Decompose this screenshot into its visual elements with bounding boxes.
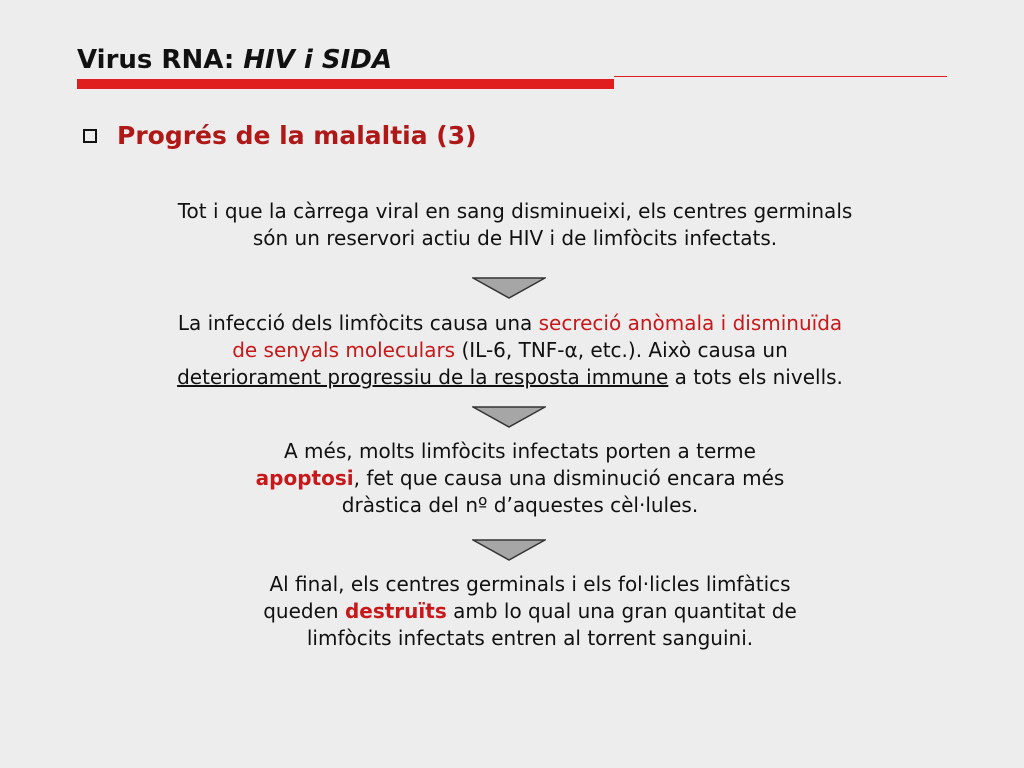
paragraph2-line2-plain-a: (IL-6, TNF- bbox=[455, 338, 565, 362]
slide-title bbox=[77, 42, 392, 78]
paragraph2-line2-plain-b: , etc.). Això causa un bbox=[577, 338, 788, 362]
alpha-symbol: α bbox=[564, 338, 578, 362]
paragraph-destruction bbox=[130, 571, 930, 652]
paragraph4-line2-plain-b: amb lo qual una gran quantitat de bbox=[446, 599, 797, 623]
square-bullet-icon bbox=[83, 129, 97, 143]
down-arrow-icon bbox=[472, 277, 546, 299]
paragraph-apoptosis bbox=[150, 438, 890, 519]
section-heading: Progrés de la malaltia (3) bbox=[117, 121, 477, 150]
title-underline-thin bbox=[614, 76, 947, 77]
paragraph2-line1-plain: La infecció dels limfòcits causa una bbox=[177, 311, 539, 335]
paragraph1-line2: són un reservori actiu de HIV i de limfòcits infectats. bbox=[252, 226, 778, 250]
paragraph2-line1-red: secreció anòmala i disminuïda bbox=[538, 311, 843, 335]
paragraph-signals bbox=[90, 310, 930, 391]
paragraph4-line2-red: destruïts bbox=[344, 599, 447, 623]
paragraph3-line1: A més, molts limfòcits infectats porten a terme bbox=[284, 439, 756, 463]
paragraph4-line2-plain-a: queden bbox=[263, 599, 345, 623]
title-plain: Virus RNA: bbox=[77, 45, 244, 75]
down-arrow-icon bbox=[472, 406, 546, 428]
title-italic: HIV i SIDA bbox=[243, 45, 392, 75]
paragraph2-line2-red: de senyals moleculars bbox=[232, 338, 456, 362]
paragraph4-line3: limfòcits infectats entren al torrent sanguini. bbox=[306, 626, 754, 650]
paragraph3-line2-plain: , fet que causa una disminució encara més bbox=[353, 466, 785, 490]
title-underline-thick bbox=[77, 79, 614, 89]
paragraph4-line1: Al final, els centres germinals i els fol·licles limfàtics bbox=[269, 572, 791, 596]
paragraph-reservoir bbox=[100, 198, 930, 252]
paragraph3-line2-red: apoptosi bbox=[255, 466, 354, 490]
paragraph1-line1: Tot i que la càrrega viral en sang disminueixi, els centres germinals bbox=[177, 199, 853, 223]
paragraph2-line3-underlined: deteriorament progressiu de la resposta immune bbox=[177, 365, 669, 389]
paragraph2-line3-plain: a tots els nivells. bbox=[668, 365, 843, 389]
down-arrow-icon bbox=[472, 539, 546, 561]
paragraph3-line3: dràstica del nº d’aquestes cèl·lules. bbox=[341, 493, 699, 517]
